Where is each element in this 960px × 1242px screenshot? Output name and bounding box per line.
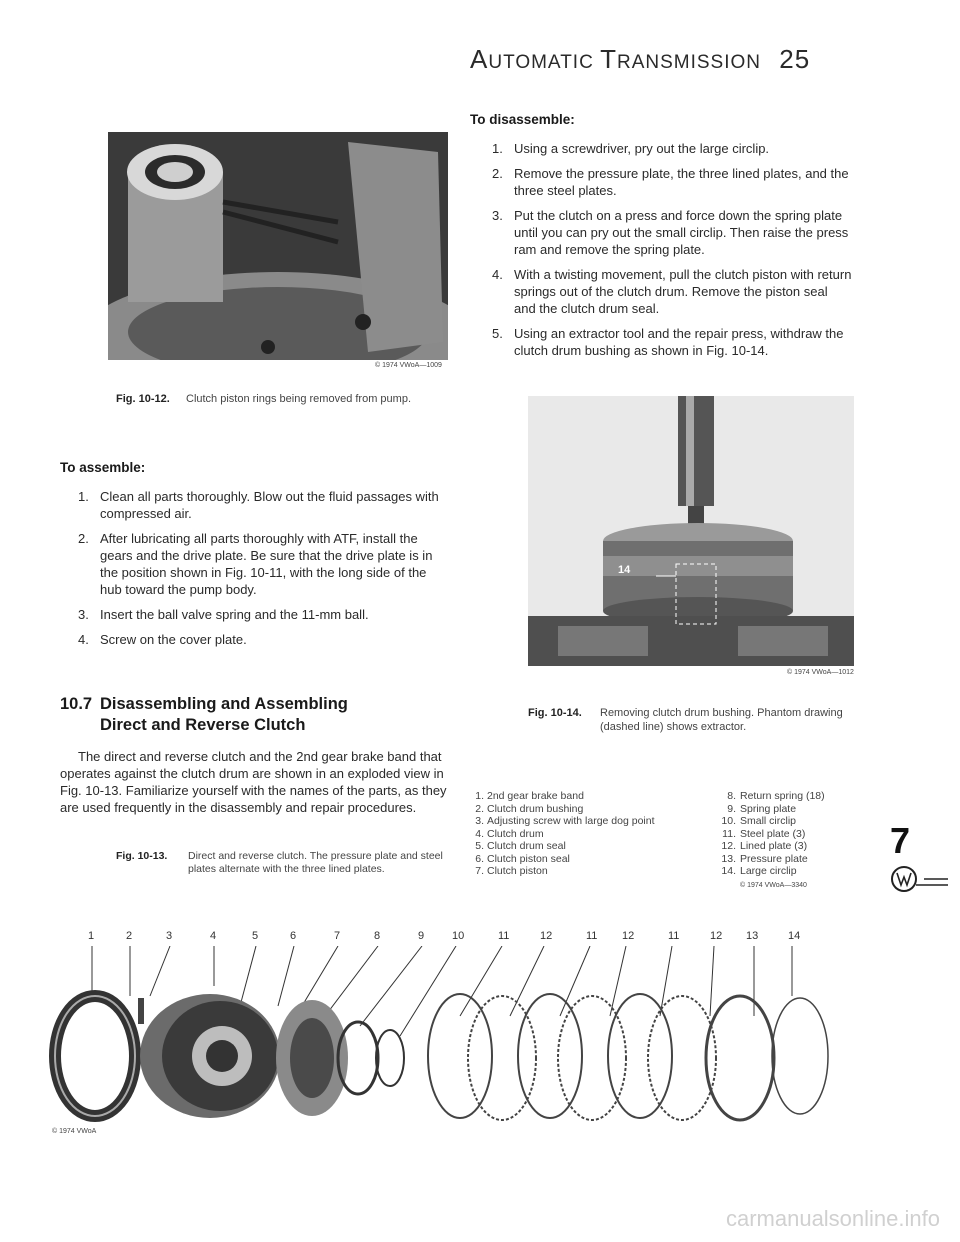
part-number: 9 [418, 930, 425, 942]
part-number: 3 [166, 930, 173, 942]
section-heading [60, 694, 450, 736]
vw-logo-icon [890, 865, 950, 895]
disassemble-step [492, 165, 852, 199]
legend-item [470, 815, 662, 828]
part-number: 11 [498, 930, 510, 942]
fig-10-13-exploded-view [40, 946, 900, 1122]
legend-number: 8. [727, 790, 736, 802]
step-text: Put the clutch on a press and force down the spring plate until you can pry out the small circlip. Then raise the press ram and remove the spring plate. [514, 208, 849, 257]
step-text: Using a screwdriver, pry out the large circlip. [514, 141, 770, 156]
legend-number: 13. [721, 852, 736, 865]
watermark: carmanualsonline.info [725, 1206, 940, 1231]
legend-item [718, 828, 868, 841]
legend-item [718, 865, 868, 878]
fig-10-14-credit: © 1974 VWoA—1012 [787, 669, 854, 676]
legend-item [470, 828, 670, 841]
assemble-step [78, 631, 450, 648]
section-title-line1: Disassembling and Assembling [100, 695, 348, 713]
press-extractor-illustration [528, 396, 854, 666]
step-number: 1. [492, 141, 503, 156]
section-number: 10.7 [60, 695, 93, 713]
step-text: Screw on the cover plate. [100, 632, 247, 647]
part-number: 2 [126, 930, 133, 942]
part-number: 7 [334, 930, 341, 942]
step-number: 1. [78, 489, 89, 504]
part-number: 10 [452, 930, 465, 942]
legend-item [470, 790, 670, 803]
step-number: 3. [78, 607, 89, 622]
legend-text: Clutch drum seal [487, 840, 566, 852]
fig-10-13-legend-credit: © 1974 VWoA—3340 [740, 881, 807, 889]
fig-10-14-caption [528, 706, 858, 734]
legend-number: 3. [475, 815, 484, 827]
assemble-steps [78, 488, 450, 656]
legend-text: Clutch piston seal [487, 852, 570, 865]
fig-10-12-photo [108, 132, 448, 360]
legend-text: Small circlip [740, 815, 797, 827]
legend-number: 11. [722, 827, 736, 840]
step-number: 2. [492, 166, 503, 181]
legend-number: 1. [475, 790, 484, 802]
fig-10-13-text: Direct and reverse clutch. The pressure plate and steel plates alternate with the three lined plates. [188, 850, 443, 875]
disassemble-heading: To disassemble: [470, 112, 575, 127]
fig-10-13-credit: © 1974 VWoA [52, 1128, 97, 1135]
legend-text: Spring plate [740, 802, 797, 815]
fig-10-14-text: Removing clutch drum bushing. Phantom drawing (dashed line) shows extractor. [600, 707, 843, 733]
chapter-tab [890, 820, 950, 904]
step-text: After lubricating all parts thoroughly with ATF, install the gears and the drive plate. Be sure that the drive plate is in the position shown in Fig. 10-11, with the long side of the hub toward the pump body. [100, 531, 433, 597]
fig-10-13-legend-right [718, 790, 868, 892]
fig-10-13-caption [116, 850, 464, 876]
step-number: 5. [492, 326, 503, 341]
disassemble-step [492, 266, 852, 317]
legend-number: 10. [721, 815, 736, 827]
header-initial-t: T [600, 44, 617, 74]
page-number: 25 [779, 44, 811, 74]
fig-10-12-text: Clutch piston rings being removed from pump. [186, 393, 411, 405]
assemble-heading: To assemble: [60, 460, 146, 475]
legend-number: 12. [721, 840, 736, 852]
step-text: Remove the pressure plate, the three lined plates, and the three steel plates. [514, 166, 849, 198]
step-text: With a twisting movement, pull the clutch piston with return springs out of the clutch drum. Remove the piston seal and the clutch drum seal. [514, 267, 852, 316]
part-number: 12 [622, 930, 635, 942]
part-number: 12 [710, 930, 723, 942]
fig-10-12-caption [116, 392, 456, 406]
legend-text: 2nd gear brake band [487, 790, 584, 802]
part-number: 8 [374, 930, 381, 942]
step-text: Using an extractor tool and the repair press, withdraw the clutch drum bushing as shown in Fig. 10-14. [514, 326, 844, 358]
chapter-number: 7 [890, 820, 911, 861]
legend-text: Clutch piston [487, 865, 548, 877]
legend-item [718, 840, 868, 853]
step-number: 4. [492, 267, 503, 282]
legend-text: Clutch drum bushing [487, 802, 584, 815]
step-number: 3. [492, 208, 503, 223]
legend-text: Pressure plate [740, 852, 808, 865]
assemble-step [78, 488, 450, 522]
legend-number: 2. [475, 802, 484, 815]
step-number: 4. [78, 632, 89, 647]
step-text: Insert the ball valve spring and the 11-mm ball. [100, 607, 369, 622]
legend-number: 7. [475, 865, 484, 877]
part-number: 14 [788, 930, 801, 942]
legend-number: 5. [475, 840, 484, 852]
disassemble-step [492, 207, 852, 258]
legend-item [718, 803, 868, 816]
fig-10-12-credit: © 1974 VWoA—1009 [375, 362, 442, 369]
fig-10-14-label: Fig. 10-14. [528, 707, 582, 719]
disassemble-step [492, 140, 852, 157]
disassemble-step [492, 325, 852, 359]
legend-item [470, 865, 670, 878]
section-title-line2: Direct and Reverse Clutch [100, 716, 306, 734]
legend-text: Large circlip [740, 865, 797, 877]
legend-number: 6. [475, 852, 484, 865]
legend-item [470, 803, 670, 816]
legend-text: Lined plate (3) [740, 840, 808, 852]
assemble-step [78, 606, 450, 623]
part-number: 1 [88, 930, 95, 942]
part-number: 11 [586, 930, 598, 942]
disassemble-steps [492, 140, 852, 367]
legend-item [470, 853, 670, 866]
section-paragraph: The direct and reverse clutch and the 2nd gear brake band that operates against the clutch drum are shown in an exploded view in Fig. 10-13. Familiarize yourself with the names of the parts, as they are used frequently in the disassembly and repair procedures. [60, 749, 447, 815]
running-header [470, 44, 810, 75]
fig-10-13-legend-left [470, 790, 670, 878]
legend-text: Steel plate (3) [740, 827, 806, 840]
step-number: 2. [78, 531, 89, 546]
legend-text: Adjusting screw with large dog point [487, 815, 655, 827]
legend-number: 4. [475, 827, 484, 840]
header-initial-a: A [470, 44, 489, 74]
step-text: Clean all parts thoroughly. Blow out the fluid passages with compressed air. [100, 489, 439, 521]
fig-10-14-photo [528, 396, 854, 666]
part-number: 11 [668, 930, 680, 942]
part-number: 4 [210, 930, 217, 942]
part-number: 13 [746, 930, 759, 942]
legend-item [718, 853, 868, 866]
fig-10-13-label: Fig. 10-13. [116, 850, 168, 862]
legend-item [718, 790, 868, 803]
legend-item [718, 815, 868, 828]
part-number: 5 [252, 930, 259, 942]
fig-10-14-callout: 14 [618, 564, 631, 576]
legend-number: 14. [721, 865, 736, 877]
header-word-a: UTOMATIC [488, 52, 601, 73]
legend-number: 9. [727, 802, 736, 815]
part-number: 12 [540, 930, 553, 942]
fig-10-13-part-numbers [0, 930, 960, 944]
legend-text: Clutch drum [487, 827, 544, 840]
header-word-t: RANSMISSION [616, 52, 762, 73]
fig-10-12-label: Fig. 10-12. [116, 393, 170, 405]
assemble-step [78, 530, 450, 598]
legend-text: Return spring (18) [740, 790, 825, 802]
part-number: 6 [290, 930, 297, 942]
clutch-pump-illustration [108, 132, 448, 360]
legend-item [470, 840, 670, 853]
